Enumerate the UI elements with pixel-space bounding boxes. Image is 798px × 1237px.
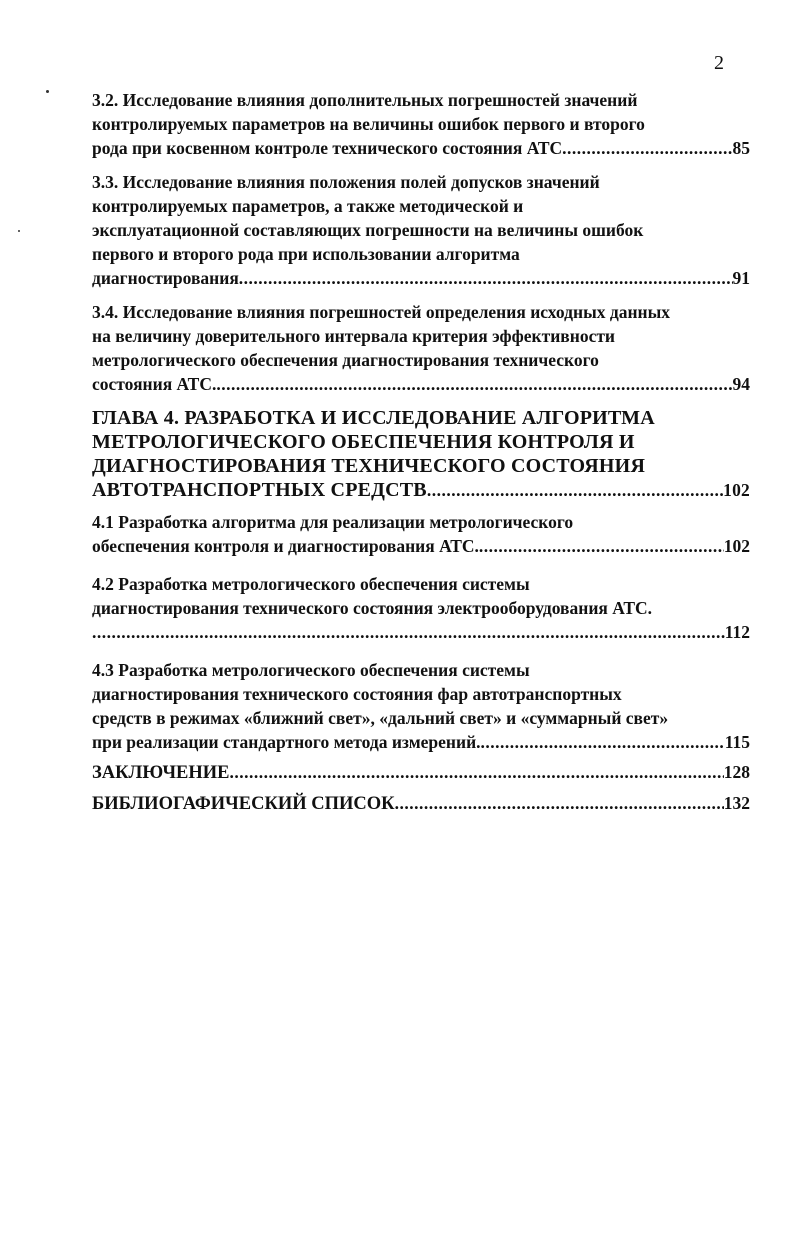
toc-entry-conclusion[interactable] <box>92 760 750 785</box>
page-number: 2 <box>714 52 724 74</box>
dot-leader <box>427 478 723 502</box>
toc-line: БИБЛИОГАФИЧЕСКИЙ СПИСОК <box>92 794 395 814</box>
toc-line: ЗАКЛЮЧЕНИЕ <box>92 763 230 783</box>
scan-speck <box>46 90 49 93</box>
toc-line: контролируемых параметров на величины ошибок первого и второго <box>92 114 645 134</box>
toc-page-number: 128 <box>723 762 750 782</box>
toc-entry-bibliography[interactable] <box>92 791 750 816</box>
toc-page-number: 85 <box>732 138 750 158</box>
toc-line: обеспечения контроля и диагностирования АТС. <box>92 536 479 556</box>
dot-leader <box>230 760 724 784</box>
toc-page-number: 112 <box>724 622 750 642</box>
toc-line: эксплуатационной составляющих погрешности на величины ошибок <box>92 220 644 240</box>
dot-leader <box>395 791 724 815</box>
toc-line: при реализации стандартного метода измерений. <box>92 732 481 752</box>
toc-line: 3.4. Исследование влияния погрешностей определения исходных данных <box>92 302 671 322</box>
toc-entry-3-3[interactable] <box>92 170 750 290</box>
toc-line: метрологического обеспечения диагностирования технического <box>92 350 599 370</box>
toc-entry-3-4[interactable] <box>92 300 750 396</box>
toc-line: 4.1 Разработка алгоритма для реализации метрологического <box>92 512 574 532</box>
toc-line: 4.2 Разработка метрологического обеспечения системы <box>92 574 530 594</box>
toc-entry-4-2[interactable] <box>92 572 750 644</box>
toc-page-number: 102 <box>723 536 750 556</box>
toc-page-number: 132 <box>723 793 750 813</box>
toc-line: рода при косвенном контроле технического состояния АТС <box>92 138 563 158</box>
dot-leader <box>92 620 725 644</box>
toc-page-number: 94 <box>732 374 750 394</box>
toc-page-number: 91 <box>732 268 750 288</box>
toc-entry-4-3[interactable] <box>92 658 750 754</box>
dot-leader <box>216 372 732 396</box>
toc-line: первого и второго рода при использовании алгоритма <box>92 244 520 264</box>
toc-line: 3.3. Исследование влияния положения полей допусков значений <box>92 172 600 192</box>
toc-line: 4.3 Разработка метрологического обеспечения системы <box>92 660 530 680</box>
scan-speck <box>18 230 20 232</box>
toc-line: состояния АТС. <box>92 374 217 394</box>
toc-line: 3.2. Исследование влияния дополнительных погрешностей значений <box>92 90 638 110</box>
dot-leader <box>239 266 733 290</box>
dot-leader <box>481 730 725 754</box>
toc-line: диагностирования <box>92 268 239 288</box>
toc-page-number: 102 <box>723 480 750 500</box>
toc-line: средств в режимах «ближний свет», «дальний свет» и «суммарный свет» <box>92 708 669 728</box>
toc-line: ДИАГНОСТИРОВАНИЯ ТЕХНИЧЕСКОГО СОСТОЯНИЯ <box>92 455 646 477</box>
table-of-contents <box>92 88 750 826</box>
toc-line: на величину доверительного интервала критерия эффективности <box>92 326 616 346</box>
toc-line: контролируемых параметров, а также методической и <box>92 196 524 216</box>
toc-entry-3-2[interactable] <box>92 88 750 160</box>
toc-line: ГЛАВА 4. РАЗРАБОТКА И ИССЛЕДОВАНИЕ АЛГОРИТМА <box>92 407 655 429</box>
dot-leader <box>479 534 724 558</box>
toc-entry-4-1[interactable] <box>92 510 750 558</box>
toc-page-number: 115 <box>724 732 750 752</box>
toc-line: МЕТРОЛОГИЧЕСКОГО ОБЕСПЕЧЕНИЯ КОНТРОЛЯ И <box>92 431 635 453</box>
toc-line: диагностирования технического состояния фар автотранспортных <box>92 684 622 704</box>
toc-entry-chapter-4[interactable] <box>92 406 750 502</box>
dot-leader <box>562 136 732 160</box>
toc-line: диагностирования технического состояния электрооборудования АТС. <box>92 598 653 618</box>
toc-line: АВТОТРАНСПОРТНЫХ СРЕДСТВ <box>92 479 427 501</box>
